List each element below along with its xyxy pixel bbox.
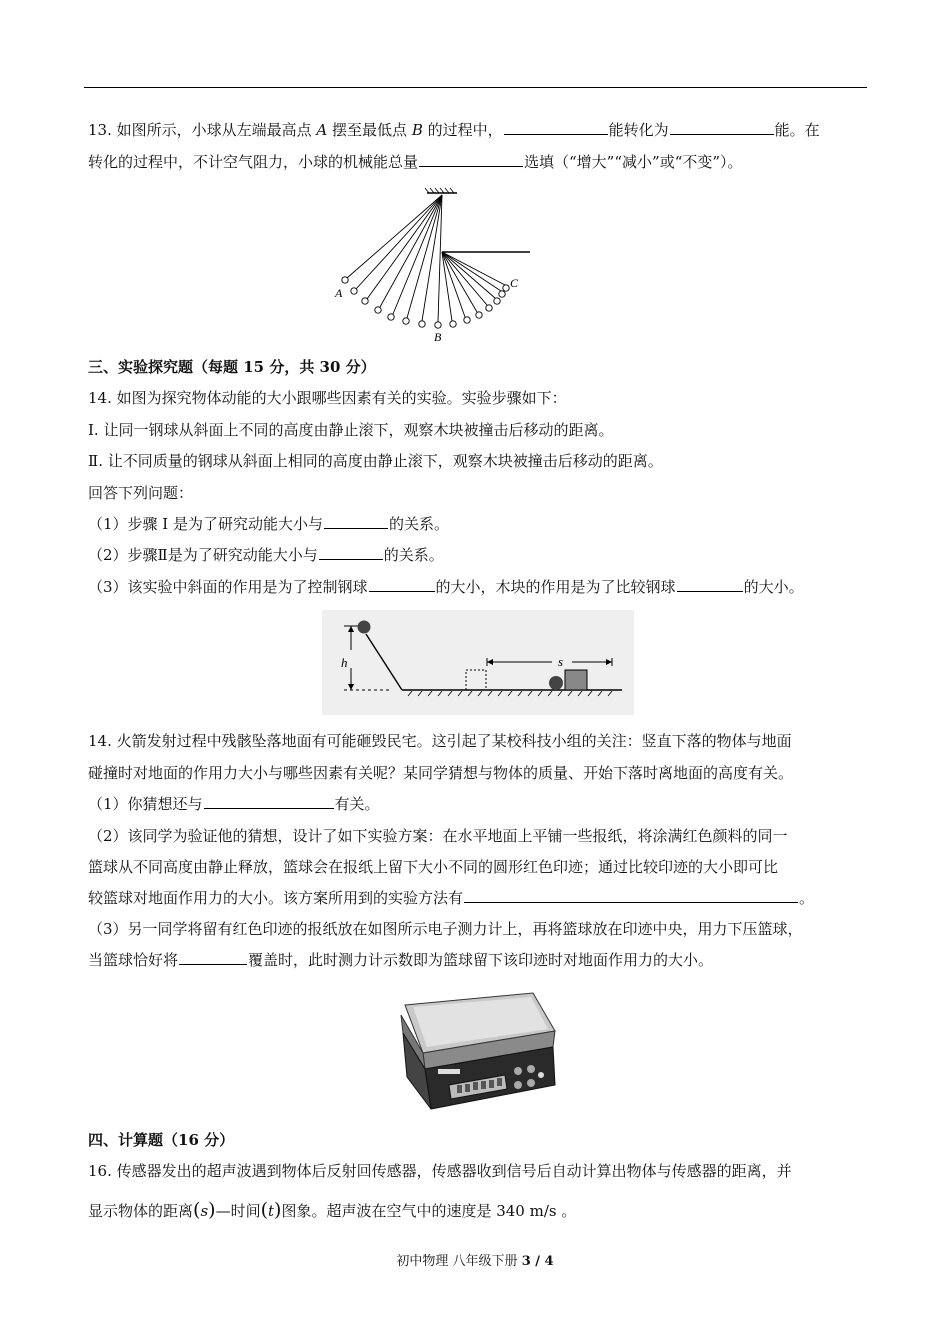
page-footer: 初中物理 八年级下册 3 / 4 [396, 1254, 554, 1269]
incline-figure [322, 610, 634, 715]
section-4-heading: 四、计算题（16 分） [88, 1131, 235, 1149]
q14a-blank-1[interactable] [324, 514, 388, 529]
label-a: A [335, 286, 343, 300]
q16-line1: 16. 传感器发出的超声波遇到物体后反射回传感器，传感器收到信号后自动计算出物体与传感器的距离，并 [88, 1162, 792, 1180]
q13-blank-2[interactable] [670, 120, 774, 135]
q14b-blank-3[interactable] [179, 950, 247, 965]
steel-ball-top [358, 621, 371, 634]
q14a-sub3: （3）该实验中斜面的作用是为了控制钢球 的大小，木块的作用是为了比较钢球 的大小。 [88, 578, 804, 596]
q13-blank-1[interactable] [504, 120, 608, 135]
q14a-blank-3[interactable] [369, 577, 435, 592]
q13-line2: 转化的过程中，不计空气阻力，小球的机械能总量 选填（“增大”“减小”或“不变”）。 [88, 153, 743, 171]
q14b-line8: 当篮球恰好将 覆盖时，此时测力计示数即为篮球留下该印迹时对地面作用力的大小。 [88, 951, 714, 969]
q16-line2: 显示物体的距离(s)—时间(t)图象。超声波在空气中的速度是 340 m/s 。 [88, 1199, 577, 1221]
label-c: C [510, 276, 519, 290]
q14a-step2: Ⅱ. 让不同质量的钢球从斜面上相同的高度由静止滚下，观察木块被撞击后移动的距离。 [88, 452, 663, 470]
steel-ball-bottom [549, 676, 563, 690]
q14a-sub1: （1）步骤 I 是为了研究动能大小与 的关系。 [88, 515, 450, 533]
section-3-heading: 三、实验探究题（每题 15 分，共 30 分） [88, 358, 376, 376]
block-end [565, 670, 587, 690]
q14a-answer-prompt: 回答下列问题： [88, 484, 194, 502]
q14b-line6: 较篮球对地面作用力的大小。该方案所用到的实验方法有 。 [88, 889, 815, 907]
q14a-blank-2[interactable] [319, 545, 383, 560]
q14b-line1: 14. 火箭发射过程中残骸坠落地面有可能砸毁民宅。这引起了某校科技小组的关注：竖直下落的物体与地面 [88, 732, 792, 750]
q13-blank-3[interactable] [419, 152, 523, 167]
pendulum-figure [330, 185, 530, 345]
q14b-blank-1[interactable] [204, 794, 334, 809]
electronic-scale-figure [383, 985, 563, 1113]
q14b-line5: 篮球从不同高度由静止释放，篮球会在报纸上留下大小不同的圆形红色印迹；通过比较印迹的大小即可比 [88, 858, 779, 876]
q14a-step1: I. 让同一钢球从斜面上不同的高度由静止滚下，观察木块被撞击后移动的距离。 [88, 421, 614, 439]
q14b-blank-2[interactable] [464, 888, 798, 903]
q14b-line3: （1）你猜想还与 有关。 [88, 795, 380, 813]
q14a-intro: 14. 如图为探究物体动能的大小跟哪些因素有关的实验。实验步骤如下： [88, 389, 567, 407]
label-b: B [434, 330, 442, 344]
page-number: 3 / 4 [521, 1254, 554, 1269]
q14b-line7: （3）另一同学将留有红色印迹的报纸放在如图所示电子测力计上，再将篮球放在印迹中央，用力下压篮球， [88, 920, 803, 938]
q14a-blank-4[interactable] [677, 577, 743, 592]
header-rule [84, 87, 867, 88]
q14b-line4: （2）该同学为验证他的猜想，设计了如下实验方案：在水平地面上平铺一些报纸，将涂满红色颜料的同一 [88, 827, 788, 845]
q13-line1: 13. 如图所示，小球从左端最高点 A 摆至最低点 B 的过程中， 能转化为 能。在 [88, 121, 820, 139]
label-s: s [558, 654, 564, 669]
q14a-sub2: （2）步骤Ⅱ是为了研究动能大小与 的关系。 [88, 546, 444, 564]
q14b-line2: 碰撞时对地面的作用力大小与哪些因素有关呢？某同学猜想与物体的质量、开始下落时离地面的高度有关。 [88, 764, 794, 782]
label-h: h [341, 655, 348, 670]
